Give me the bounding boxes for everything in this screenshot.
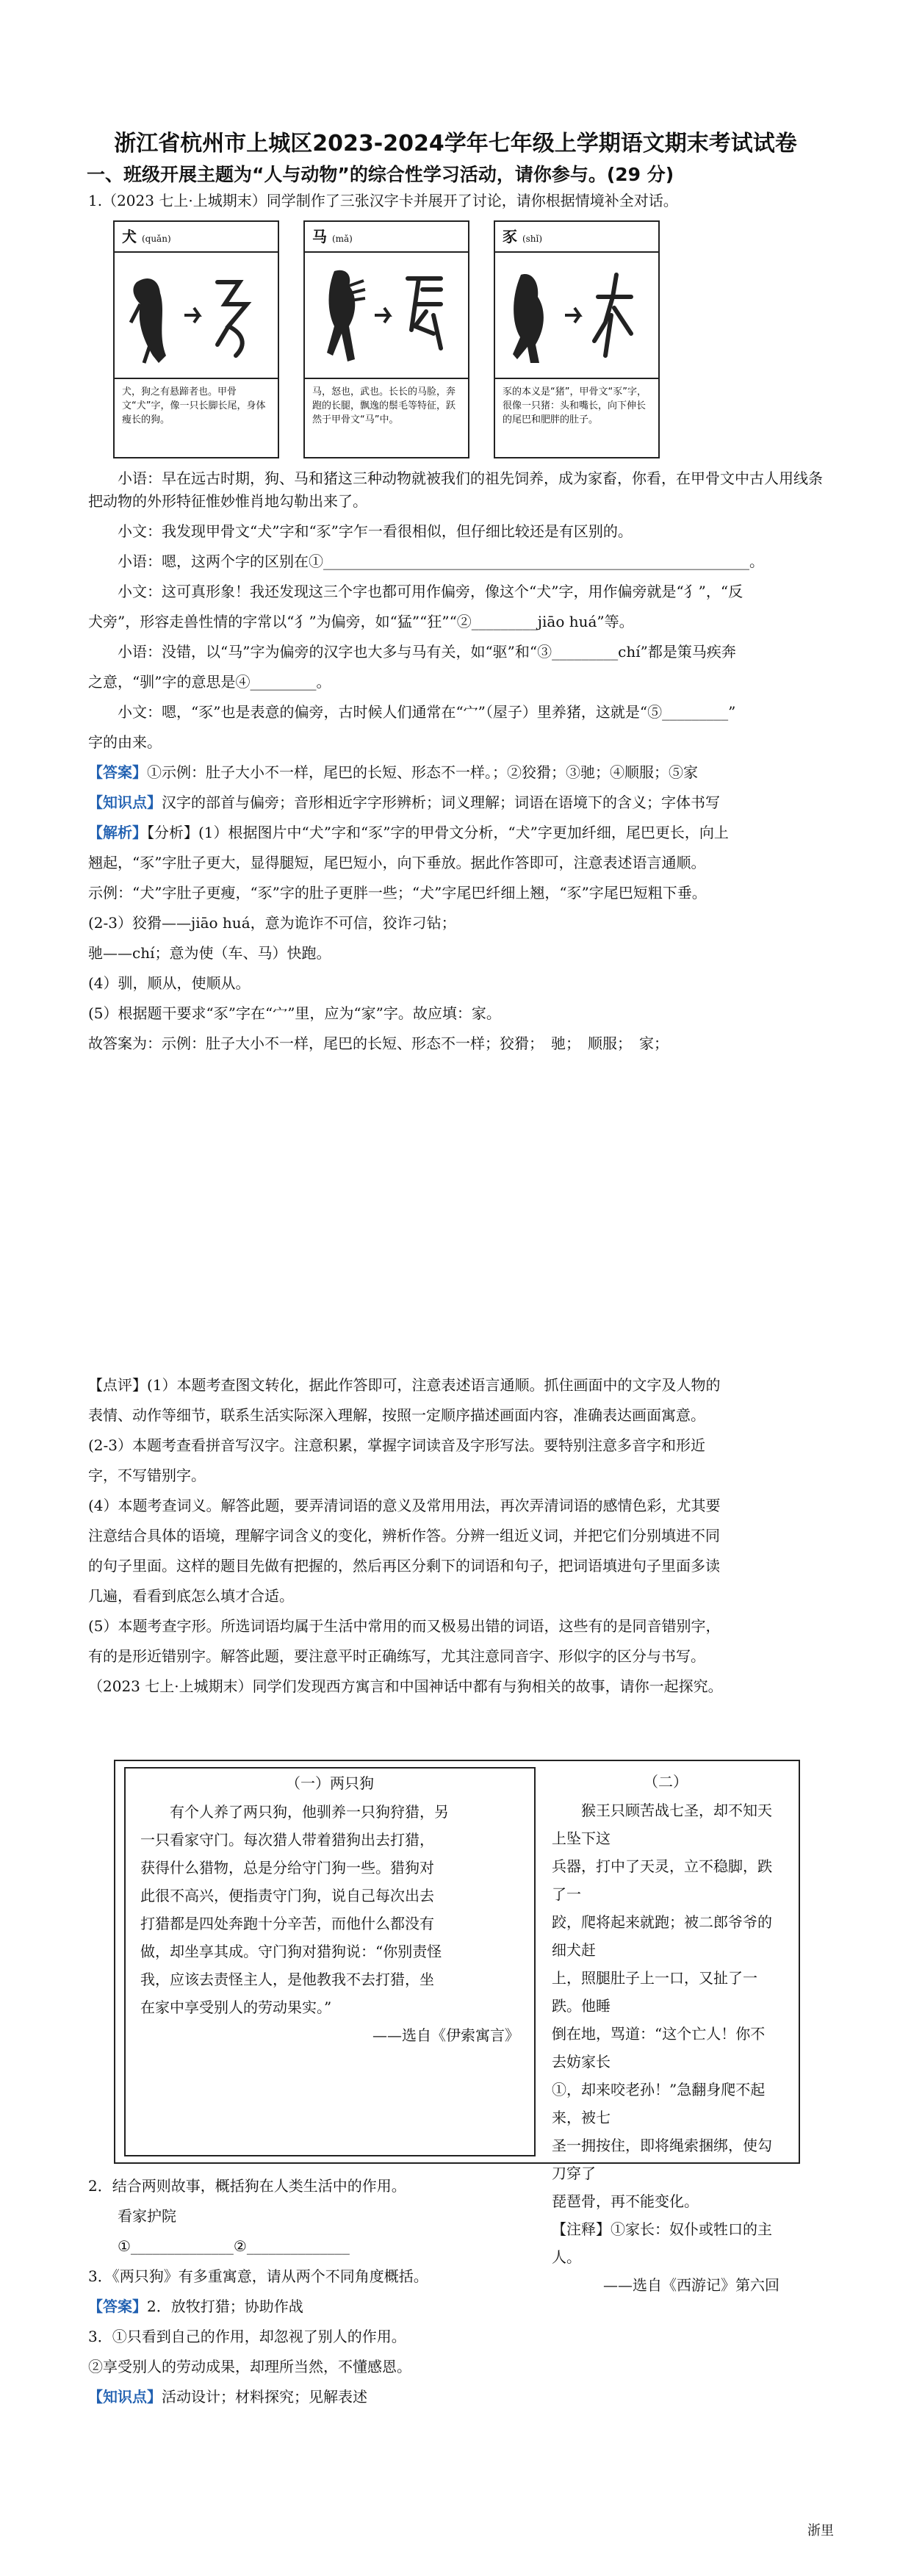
comment-line: (2-3）本题考查看拼音写汉字。注意积累，掌握字词读音及字形写法。要特别注意多音字和形近 [88, 1436, 706, 1454]
section-heading: 一、班级开展主题为“人与动物”的综合性学习活动，请你参与。(29 分) [87, 164, 674, 185]
story-line: ①，却来咬老孙！”急翻身爬不起来，被七 [552, 2081, 766, 2126]
analysis-line: (4）驯，顺从，使顺从。 [88, 974, 251, 992]
comment-line: 几遍，看看到底怎么填才合适。 [88, 1587, 294, 1605]
questions-2-3 [88, 2175, 823, 2416]
comment-line: (4）本题考查词义。解答此题，要弄清词语的意义及常用用法，再次弄清词语的感情色彩，尤其要 [88, 1497, 721, 1514]
card-text: 犬，狗之有悬蹄者也。甲骨文“犬”字，像一只长脚长尾，身体瘦长的狗。 [122, 386, 266, 425]
q2-blanks: ①______________②______________ [118, 2237, 350, 2255]
q1-intro: 1.（2023 七上·上城期末）同学制作了三张汉字卡并展开了讨论，请你根据情境补全对话。 [88, 192, 678, 209]
analysis-line: 驰——chí；意为使（车、马）快跑。 [88, 944, 331, 962]
answer-3-line: 3．①只看到自己的作用，却忽视了别人的作用。 [88, 2328, 406, 2345]
page-title: 浙江省杭州市上城区2023-2024学年七年级上学期语文期末考试试卷 [114, 131, 797, 156]
story-source: ——选自《伊索寓言》 [372, 2026, 519, 2044]
card-char: 马 [312, 228, 327, 245]
dialogue [88, 467, 823, 1062]
card-ma [303, 220, 469, 458]
question-2: 2．结合两则故事，概括狗在人类生活中的作用。 [88, 2177, 406, 2195]
comment-line: （2023 七上·上城期末）同学们发现西方寓言和中国神话中都有与狗相关的故事，请你一起探究。 [88, 1677, 723, 1695]
card-char: 犬 [122, 228, 137, 245]
story-line: 打猎都是四处奔跑十分辛苦，而他什么都没有 [140, 1915, 434, 1932]
card-shi [494, 220, 660, 458]
story-note: 【注释】①家长：奴仆或牲口的主人。 [552, 2220, 772, 2266]
dialogue-line: 小语：嗯，这两个字的区别在①__________________________________________________________。 [118, 553, 764, 570]
card-char: 豕 [503, 228, 517, 245]
story-line: 在家中享受别人的劳动果实。” [140, 1998, 332, 2016]
card-text: 豕的本义是“猪”，甲骨文“豕”字，很像一只猪：头和嘴长，向下伸长的尾巴和肥胖的肚子。 [503, 386, 647, 425]
knowledge-points: 【知识点】汉字的部首与偏旁；音形相近字字形辨析；词义理解；词语在语境下的含义；字体书写 [88, 794, 720, 811]
pig-pictograph-icon [495, 253, 658, 379]
comment-line: 【点评】(1）本题考查图文转化，据此作答即可，注意表述语言通顺。抓住画面中的文字及人物的 [88, 1376, 721, 1394]
dialogue-line: 字的由来。 [88, 733, 162, 751]
dialogue-line: 小文：我发现甲骨文“犬”字和“豕”字乍一看很相似，但仔细比较还是有区别的。 [118, 522, 633, 540]
story-line: 兵器，打中了天灵，立不稳脚，跌了一 [552, 1857, 772, 1903]
story-line: 跤，爬将起来就跑；被二郎爷爷的细犬赶 [552, 1913, 772, 1959]
analysis-line: 【解析】【分析】(1）根据图片中“犬”字和“豕”字的甲骨文分析，“犬”字更加纤细，尾巴更长，向上 [88, 824, 729, 841]
card-text: 马，怒也，武也。长长的马脸，奔跑的长腿，飘逸的鬃毛等特征，跃然于甲骨文“马”中。 [312, 386, 456, 425]
comment-line: (5）本题考查字形。所选词语均属于生活中常用的而又极易出错的词语，这些有的是同音错别字， [88, 1617, 721, 1635]
story-line: 做，却坐享其成。守门狗对猎狗说：“你别责怪 [140, 1943, 442, 1960]
comment-line: 有的是形近错别字。解答此题，要注意平时正确练写，尤其注意同音字、形似字的区分与书写。 [88, 1647, 705, 1665]
card-pinyin: (shǐ) [522, 234, 543, 244]
answer-3-line: ②享受别人的劳动成果，却理所当然，不懂感恩。 [88, 2358, 411, 2375]
story-title: （二） [644, 1773, 688, 1791]
comment-line: 的句子里面。这样的题目先做有把握的，然后再区分剩下的词语和句子，把词语填进句子里面多读 [88, 1557, 720, 1575]
q2-line: 看家护院 [118, 2207, 176, 2225]
story-line: 琵琶骨，再不能变化。 [552, 2192, 699, 2210]
card-quan [113, 220, 279, 458]
analysis-line: (2-3）狡猾——jiāo huá，意为诡诈不可信，狡诈刁钻； [88, 914, 456, 932]
analysis-line: (5）根据题干要求“豕”字在“宀”里，应为“家”字。故应填：家。 [88, 1004, 501, 1022]
comment-line: 字，不写错别字。 [88, 1467, 206, 1484]
story-line: 倒在地，骂道：“这个亡人！你不去妨家长 [552, 2025, 766, 2070]
knowledge-points-2: 【知识点】活动设计；材料探究；见解表述 [88, 2388, 367, 2406]
comment-line: 注意结合具体的语境，理解字词含义的变化，辨析作答。分辨一组近义词，并把它们分别填进不同 [88, 1527, 720, 1544]
story-line: 猴王只顾苦战七圣，却不知天上坠下这 [552, 1802, 772, 1847]
story-journey-west [541, 1767, 790, 2294]
comment-line: 表情、动作等细节，联系生活实际深入理解，按照一定顺序描述画面内容，准确表达画面寓意。 [88, 1406, 705, 1424]
comment [88, 1374, 823, 1705]
character-cards [113, 220, 657, 457]
analysis-line: 示例：“犬”字肚子更瘦，“豕”字的肚子更胖一些；“犬”字尾巴纤细上翘，“豕”字尾巴短粗下垂。 [88, 884, 707, 902]
card-pinyin: (quǎn) [141, 234, 171, 244]
question-intro [88, 190, 823, 220]
story-title: （一）两只狗 [286, 1774, 374, 1792]
story-line: 圣一拥按住，即将绳索捆绑，使勾刀穿了 [552, 2137, 772, 2182]
story-line: 一只看家守门。每次猎人带着猎狗出去打猎， [140, 1831, 434, 1849]
story-line: 我，应该去责怪主人，是他教我不去打猎，坐 [140, 1971, 434, 1988]
story-line: 此很不高兴，便指责守门狗，说自己每次出去 [140, 1887, 434, 1904]
dialogue-line: 小语：早在远古时期，狗、马和猪这三种动物就被我们的祖先饲养，成为家畜，你看，在甲骨文中古人用线条把动物的外形特征惟妙惟肖地勾勒出来了。 [88, 469, 823, 510]
story-line: 获得什么猎物，总是分给守门狗一些。猎狗对 [140, 1859, 434, 1877]
analysis-line: 翘起，“豕”字肚子更大，显得腿短，尾巴短小，向下垂放。据此作答即可，注意表述语言通顺。 [88, 854, 706, 871]
dialogue-line: 小文：嗯，“豕”也是表意的偏旁，古时候人们通常在“宀”（屋子）里养猪，这就是“⑤_________” [118, 703, 736, 721]
analysis-line: 故答案为：示例：肚子大小不一样，尾巴的长短、形态不一样；狡猾； 驰； 顺服； 家； [88, 1035, 669, 1052]
card-pinyin: (mǎ) [331, 234, 353, 244]
story-line: 上，照腿肚子上一口，又扯了一跌。他睡 [552, 1969, 757, 2015]
dialogue-line: 小文：这可真形象！我还发现这三个字也都可用作偏旁，像这个“犬”字，用作偏旁就是“犭”，“反 [118, 583, 743, 600]
dialogue-line: 犬旁”，形容走兽性情的字常以“犭”为偏旁，如“猛”“狂”“②_________jiāo huá”等。 [88, 613, 634, 630]
story-two-dogs [124, 1767, 536, 2156]
horse-pictograph-icon [305, 253, 468, 379]
story-source: ——选自《西游记》第六回 [603, 2276, 779, 2294]
dog-pictograph-icon [115, 253, 278, 379]
footer-mark: 浙里 [807, 2523, 834, 2539]
question-3: 3．《两只狗》有多重寓意，请从两个不同角度概括。 [88, 2267, 428, 2285]
answer: 【答案】①示例：肚子大小不一样，尾巴的长短、形态不一样。；②狡猾；③驰；④顺服；⑤家 [88, 763, 698, 781]
dialogue-line: 之意，“驯”字的意思是④_________。 [88, 673, 331, 691]
story-line: 有个人养了两只狗，他驯养一只狗狩猎，另 [170, 1803, 449, 1821]
dialogue-line: 小语：没错，以“马”字为偏旁的汉字也大多与马有关，如“驱”和“③_________chí”都是策马疾奔 [118, 643, 736, 661]
answer-2: 【答案】2．放牧打猎；协助作战 [88, 2298, 303, 2315]
